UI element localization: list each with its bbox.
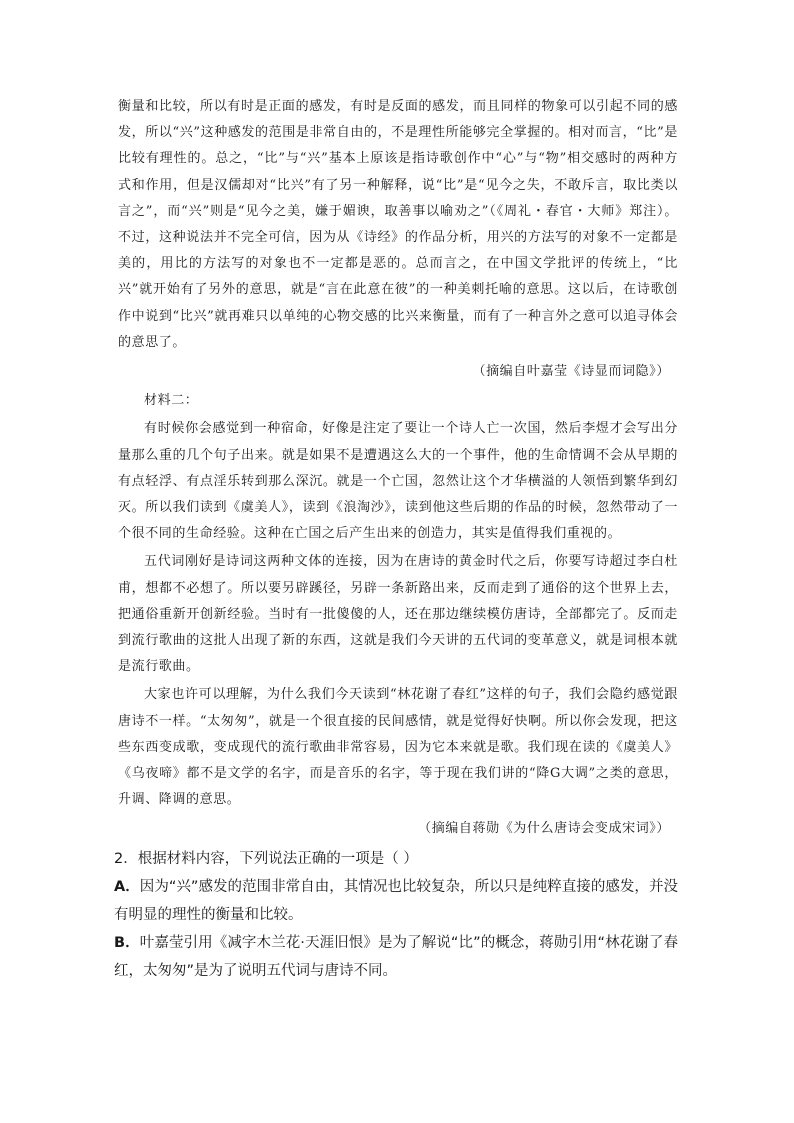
material2-paragraph-3: 大家也许可以理解，为什么我们今天读到“林花谢了春红”这样的句子，我们会隐约感觉跟唐诗不一样。“太匆匆”，就是一个很直接的民间感情，就是觉得好快啊。所以你会发现，把这些东西变成歌，变成现代的流行歌曲非常容易，因为它本来就是歌。我们现在读的《虞美人》《乌夜啼》都不是文学的名字，而是音乐的名字，等于现在我们讲的“降G大调”之类的意思，升调、降调的意思。 [118, 687, 678, 808]
material1-source: （摘编自叶嘉莹《诗显而词隐》） [472, 364, 670, 380]
material2-paragraph-1: 有时候你会感觉到一种宿命，好像是注定了要让一个诗人亡一次国，然后李煜才会写出分量那么重的几个句子出来。就是如果不是遭遇这么大的一个事件，他的生命情调不会从早期的有点轻浮、有点淫乐转到那么深沉。就是一个亡国，忽然让这个才华横溢的人领悟到繁华到幻灭。所以我们读到《虞美人》，读到《浪淘沙》，读到他这些后期的作品的时候，忽然带动了一个很不同的生命经验。这种在亡国之后产生出来的创造力，其实是值得我们重视的。 [118, 421, 678, 542]
material2-paragraph-2: 五代词刚好是诗词这两种文体的连接，因为在唐诗的黄金时代之后，你要写诗超过李白杜甫，想都不必想了。所以要另辟蹊径，另辟一条新路出来，反而走到了通俗的这个世界上去，把通俗重新开创新经验。当时有一批傻傻的人，还在那边继续模仿唐诗，全部都完了。反而走到流行歌曲的这批人出现了新的东西，这就是我们今天讲的五代词的变革意义，就是词根本就是流行歌曲。 [118, 554, 678, 675]
option-b-letter: B． [114, 934, 140, 951]
option-b-text: 叶嘉莹引用《减字木兰花·天涯旧恨》是为了解说“比”的概念，蒋勋引用“林花谢了春红，太匆匆”是为了说明五代词与唐诗不同。 [114, 934, 678, 979]
material1-continuation: 衡量和比较，所以有时是正面的感发，有时是反面的感发，而且同样的物象可以引起不同的感发，所以“兴”这种感发的范围是非常自由的，不是理性所能够完全掌握的。相对而言，“比”是比较有理性的。总之，“比”与“兴”基本上原该是指诗歌创作中“心”与“物”相交感时的两种方式和作用，但是汉儒却对“比兴”有了另一种解释，说“比”是“见今之失，不敢斥言，取比类以言之”，而“兴”则是“见今之美，嫌于媚谀，取善事以喻劝之”（《周礼・春官・大师》郑注）。不过，这种说法并不完全可信，因为从《诗经》的作品分析，用兴的方法写的对象不一定都是美的，用比的方法写的对象也不一定都是恶的。总而言之，在中国文学批评的传统上，“比兴”就开始有了另外的意思，就是“言在此意在彼”的一种美刺托喻的意思。这以后，在诗歌创作中说到“比兴”就再难只以单纯的心物交感的比兴来衡量，而有了一种言外之意可以追寻体会的意思了。 [118, 99, 678, 350]
option-a-letter: A． [114, 878, 140, 895]
question-stem: 2．根据材料内容，下列说法正确的一项是（ ） [114, 850, 418, 867]
option-a-text: 因为“兴”感发的范围非常自由，其情况也比较复杂，所以只是纯粹直接的感发，并没有明显的理性的衡量和比较。 [114, 878, 678, 923]
material2-source: （摘编自蒋勋《为什么唐诗会变成宋词》） [418, 821, 670, 837]
document-page [114, 94, 678, 985]
option-b[interactable] [114, 929, 678, 985]
option-a[interactable] [114, 873, 678, 929]
material2-label: 材料二： [144, 393, 199, 409]
